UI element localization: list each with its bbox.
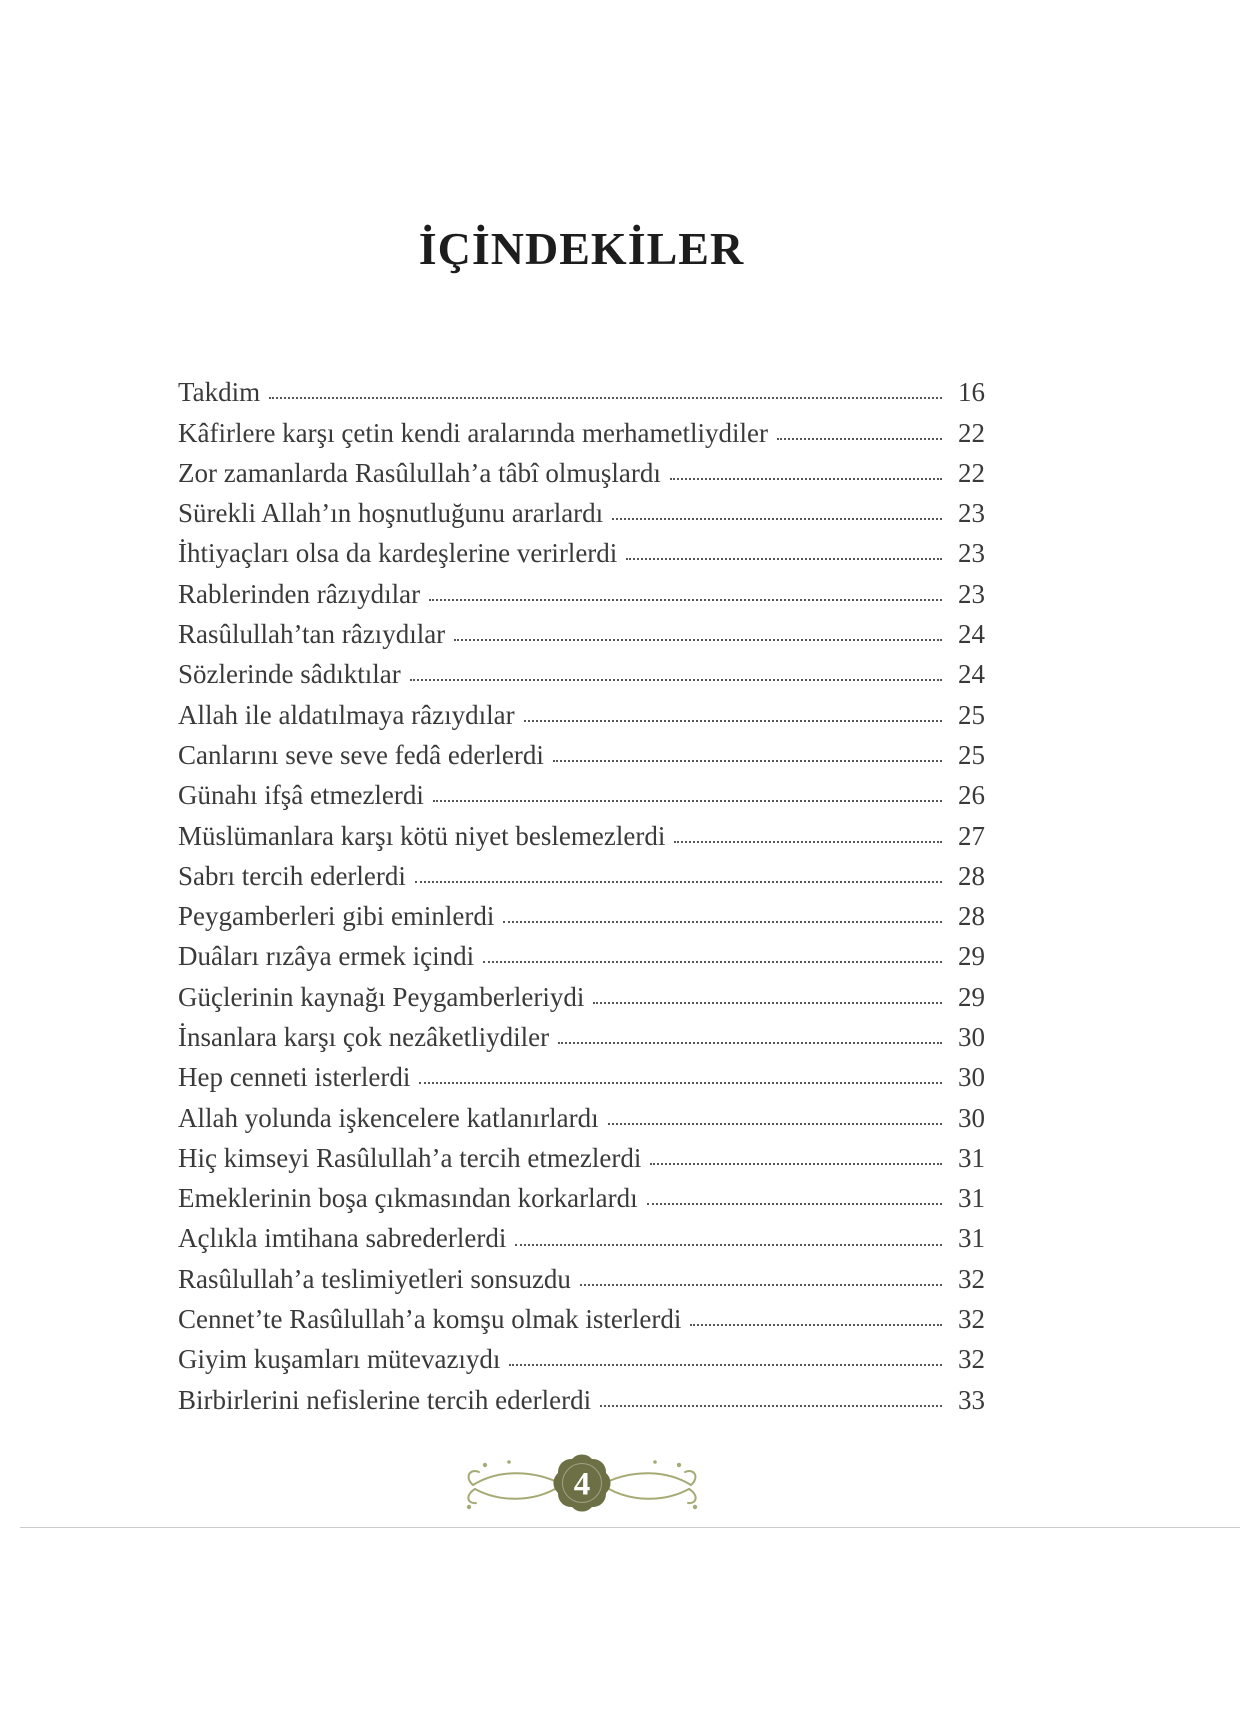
toc-entry [178,569,985,609]
right-flourish-icon [609,1471,696,1503]
toc-entry-page: 32 [958,1304,985,1335]
toc-entry [178,1255,985,1295]
toc-entry-label: Güçlerinin kaynağı Peygamberleriydi [178,981,585,1012]
toc-entry [178,650,985,690]
toc-entry-label: Emeklerinin boşa çıkmasından korkarlardı [178,1183,638,1214]
toc-entry [178,368,985,408]
toc-leader-dots [524,720,942,722]
toc-entry [178,1093,985,1133]
toc-leader-dots [650,1163,942,1165]
toc-entry-label: İhtiyaçları olsa da kardeşlerine verirlerdi [178,538,618,569]
toc-entry-label: Rasûlullah’tan râzıydılar [178,619,446,650]
toc-entry [178,1375,985,1415]
toc-entry-label: Birbirlerini nefislerine tercih ederlerdi [178,1384,592,1415]
toc-leader-dots [269,397,942,399]
toc-entry-page: 29 [958,941,985,972]
toc-entry [178,1335,985,1375]
footer-ornament [178,1437,985,1538]
toc-entry-label: Canlarını seve seve fedâ ederlerdi [178,739,544,770]
toc-entry [178,771,985,811]
toc-leader-dots [410,679,942,681]
toc-leader-dots [553,760,942,762]
toc-entry-label: Giyim kuşamları mütevazıydı [178,1344,501,1375]
toc-entry-page: 25 [958,739,985,770]
toc-leader-dots [503,921,942,923]
toc-entry-page: 33 [958,1384,985,1415]
toc-entry [178,1053,985,1093]
toc-entry [178,1013,985,1053]
toc-entry [178,932,985,972]
toc-entry-page: 26 [958,780,985,811]
toc-entry-page: 32 [958,1344,985,1375]
toc-entry-page: 24 [958,619,985,650]
toc-leader-dots [670,478,942,480]
toc-entry-label: Hep cenneti isterlerdi [178,1062,411,1093]
toc-leader-dots [483,961,942,963]
toc-entry [178,731,985,771]
toc-entry [178,892,985,932]
toc-leader-dots [674,841,942,843]
toc-leader-dots [454,639,942,641]
toc-leader-dots [647,1203,942,1205]
toc-entry-label: İnsanlara karşı çok nezâketliydiler [178,1022,550,1052]
toc-entry-label: Kâfirlere karşı çetin kendi aralarında merhametliydiler [178,417,768,448]
toc-entry-label: Sabrı tercih ederlerdi [178,860,406,891]
toc-entry-page: 32 [958,1263,985,1294]
toc-leader-dots [415,881,942,883]
footer-page-number: 4 [573,1466,590,1503]
toc-entry-page: 30 [958,1062,985,1093]
toc-leader-dots [509,1364,942,1366]
toc-entry-page: 22 [958,417,985,448]
toc-entry-label: Açlıkla imtihana sabrederlerdi [178,1223,507,1254]
toc-entry-label: Rablerinden râzıydılar [178,578,421,609]
toc-entry [178,408,985,448]
toc-leader-dots [515,1244,942,1246]
toc-entry-label: Müslümanlara karşı kötü niyet beslemezlerdi [178,820,666,851]
toc-entry-page: 27 [958,820,985,851]
toc-entry-page: 31 [958,1183,985,1214]
page-title: İÇİNDEKİLER [418,223,745,274]
toc-entry-label: Hiç kimseyi Rasûlullah’a tercih etmezlerdi [178,1142,642,1173]
toc-entry-page: 31 [958,1142,985,1173]
toc-entry-label: Sürekli Allah’ın hoşnutluğunu ararlardı [178,498,604,529]
toc-entry-label: Duâları rızâya ermek içindi [178,941,475,972]
toc-leader-dots [690,1324,942,1326]
left-flourish-icon [468,1471,555,1503]
toc-entry-page: 30 [958,1022,985,1052]
toc-entry [178,972,985,1012]
toc-leader-dots [608,1123,942,1125]
toc-entry-label: Sözlerinde sâdıktılar [178,659,401,690]
footer-divider [20,1527,1240,1528]
toc-entry-label: Allah yolunda işkencelere katlanırlardı [178,1102,599,1133]
toc-entry-label: Cennet’te Rasûlullah’a komşu olmak isterlerdi [178,1304,682,1335]
toc-entry-page: 25 [958,699,985,730]
toc-entry-label: Günahı ifşâ etmezlerdi [178,780,424,811]
toc-list [178,368,985,1416]
toc-entry [178,449,985,489]
toc-entry-page: 16 [958,377,985,408]
toc-entry-label: Rasûlullah’a teslimiyetleri sonsuzdu [178,1263,571,1294]
toc-entry-page: 23 [958,538,985,569]
toc-entry [178,811,985,851]
toc-entry-page: 22 [958,457,985,488]
toc-entry-page: 23 [958,578,985,609]
toc-entry [178,1214,985,1254]
toc-entry-label: Peygamberleri gibi eminlerdi [178,901,495,932]
toc-leader-dots [433,800,942,802]
page-content [178,0,985,1732]
toc-entry-page: 29 [958,981,985,1012]
toc-entry [178,852,985,892]
toc-entry [178,1174,985,1214]
toc-leader-dots [777,438,942,440]
toc-leader-dots [626,558,942,560]
toc-entry-label: Zor zamanlarda Rasûlullah’a tâbî olmuşlardı [178,457,661,488]
toc-entry-page: 24 [958,659,985,690]
toc-leader-dots [419,1082,942,1084]
toc-entry [178,529,985,569]
toc-leader-dots [600,1405,942,1407]
toc-entry-page: 30 [958,1102,985,1133]
toc-entry [178,610,985,650]
toc-entry [178,1295,985,1335]
page-number-badge [548,1449,616,1517]
toc-entry-label: Allah ile aldatılmaya râzıydılar [178,699,515,730]
toc-leader-dots [429,599,942,601]
toc-entry [178,1134,985,1174]
toc-entry-page: 28 [958,901,985,932]
toc-entry-page: 28 [958,860,985,891]
toc-entry-label: Takdim [178,377,261,408]
toc-entry [178,489,985,529]
toc-leader-dots [612,518,942,520]
toc-leader-dots [558,1042,942,1044]
footer-ornament-graphic [457,1437,707,1533]
toc-leader-dots [593,1002,942,1004]
toc-entry-page: 23 [958,498,985,529]
toc-entry [178,690,985,730]
toc-leader-dots [580,1284,942,1286]
toc-entry-page: 31 [958,1223,985,1254]
